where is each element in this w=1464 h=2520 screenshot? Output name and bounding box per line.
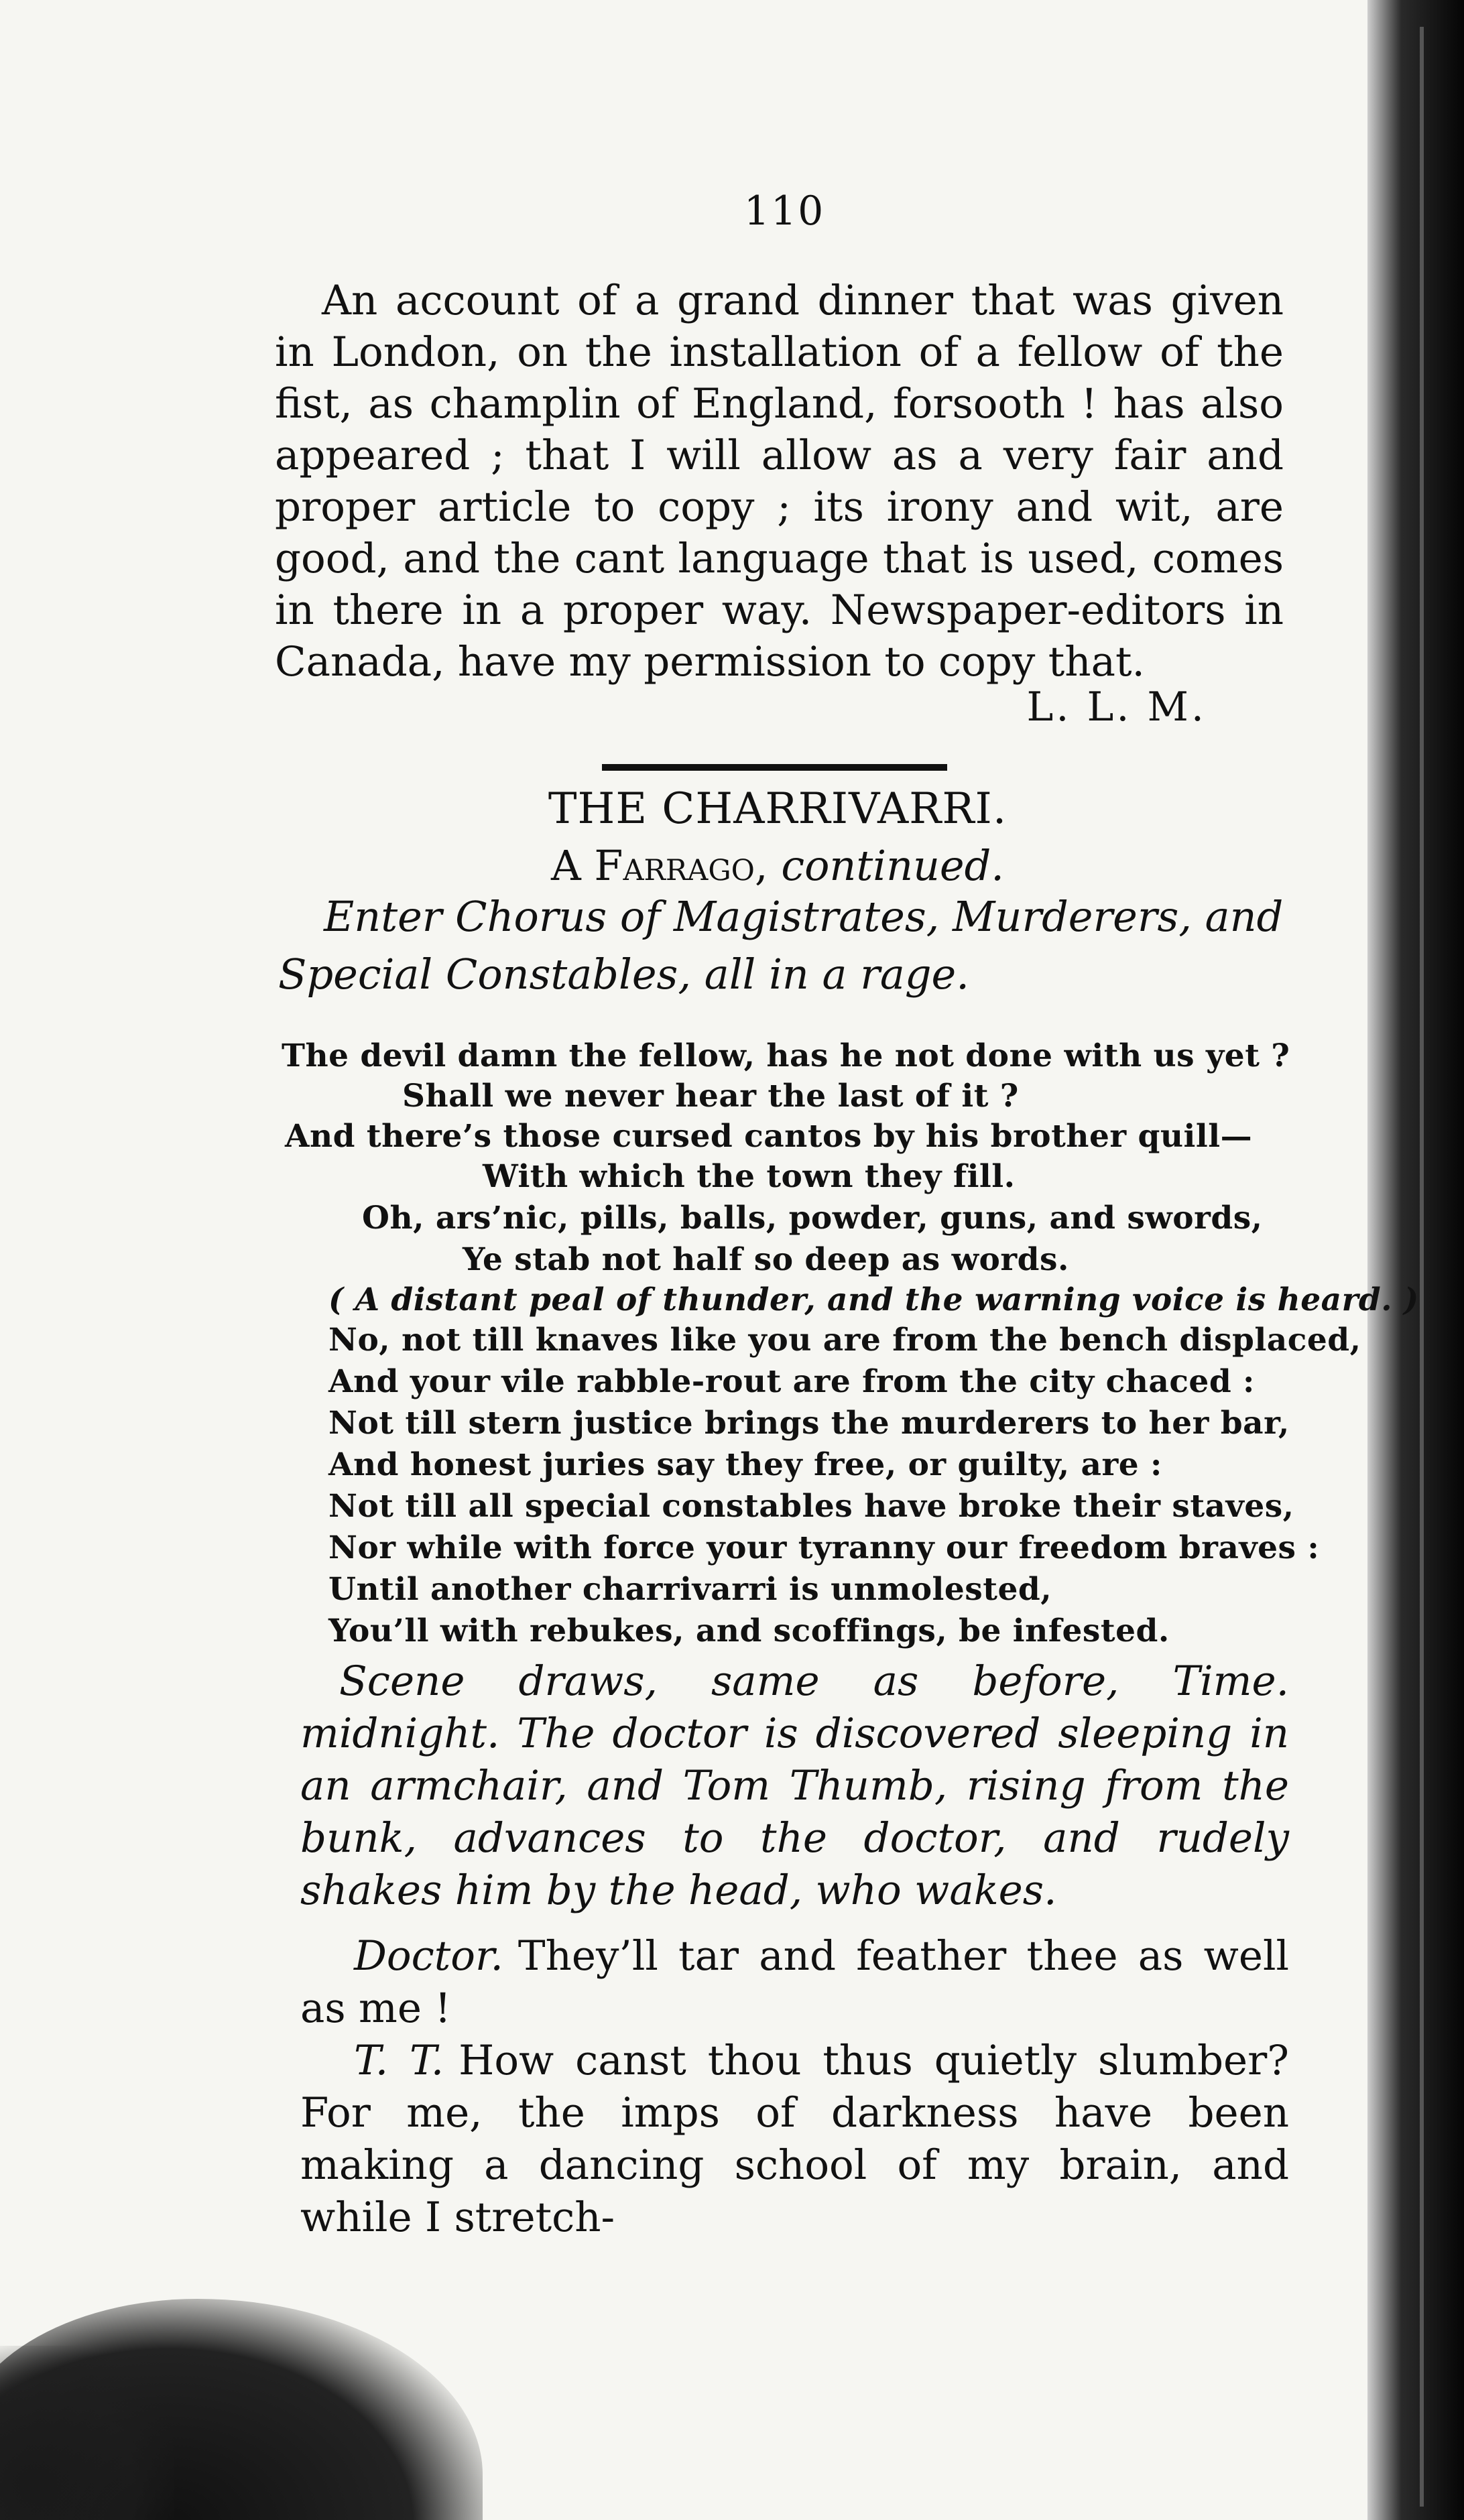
stage-direction: Enter Chorus of Magistrates, Murderers, and Special Constables, all in a rage. — [278, 892, 1284, 999]
verse-line: Not till stern justice brings the murderers to her bar, — [328, 1405, 1290, 1442]
speaker-name: T. T. — [354, 2037, 444, 2084]
verse-line: Ye stab not half so deep as words. — [463, 1241, 1069, 1278]
verse-line: Not till all special constables have broke their staves, — [328, 1488, 1294, 1525]
intro-paragraph-block — [275, 275, 1284, 688]
page-number: 110 — [743, 188, 825, 235]
speaker-name: Doctor. — [354, 1932, 503, 1980]
section-subtitle — [375, 841, 1180, 890]
verse-line: Shall we never hear the last of it ? — [402, 1078, 1019, 1115]
verse-line: You’ll with rebukes, and scoffings, be infested. — [328, 1613, 1170, 1649]
dialogue-line-doctor — [300, 1930, 1289, 2035]
verse-line: And honest juries say they free, or guilty, are : — [328, 1446, 1162, 1483]
dialogue-text: How canst thou thus quietly slumber? For me, the imps of darkness have been making a dancing school of my brain, and while I stretch- — [300, 2037, 1289, 2241]
dialogue-line-tom-thumb — [300, 2035, 1289, 2244]
verse-line: No, not till knaves like you are from the bench displaced, — [328, 1322, 1361, 1359]
verse-line: Until another charrivarri is unmolested, — [328, 1571, 1052, 1608]
verse-line: Oh, ars’nic, pills, balls, powder, guns, and swords, — [362, 1200, 1263, 1237]
intro-paragraph: An account of a grand dinner that was given in London, on the installation of a fellow of the fist, as champlin of England, forsooth ! has also appeared ; that I will allow as a very fair and proper article to copy ; its irony and wit, are good, and the cant language that is used, comes in there in a proper way. Newspaper-editors in Canada, have my permission to copy that. — [275, 277, 1284, 686]
scene-direction: Scene draws, same as before, Time. midnight. The doctor is discovered sleeping in an armchair, and Tom Thumb, rising from the bunk, advances to the doctor, and rudely shakes him by the head, who wakes. — [300, 1657, 1289, 1914]
verse-line: With which the town they fill. — [483, 1158, 1016, 1195]
section-title: THE CHARRIVARRI. — [548, 784, 1008, 834]
verse-line: The devil damn the fellow, has he not done with us yet ? — [282, 1037, 1290, 1074]
verse-line: And there’s those cursed cantos by his brother quill— — [285, 1118, 1253, 1155]
signature: L. L. M. — [1026, 684, 1207, 731]
verse-line: Nor while with force your tyranny our freedom braves : — [328, 1529, 1320, 1566]
dialogue-text: They’ll tar and feather thee as well as me ! — [300, 1932, 1289, 2032]
subtitle-small-caps: A Farrago, — [550, 841, 768, 890]
verse-line: And your vile rabble-rout are from the city chaced : — [328, 1363, 1255, 1400]
gutter-edge-line — [1420, 27, 1424, 2507]
book-gutter-shadow — [1367, 0, 1464, 2520]
subtitle-italic: continued. — [781, 841, 1005, 890]
scene-direction-block — [300, 1655, 1289, 1917]
verse-stage-note: ( A distant peal of thunder, and the warning voice is heard. ) — [328, 1281, 1419, 1318]
dialogue-block — [300, 1930, 1289, 2244]
section-divider — [602, 764, 947, 771]
